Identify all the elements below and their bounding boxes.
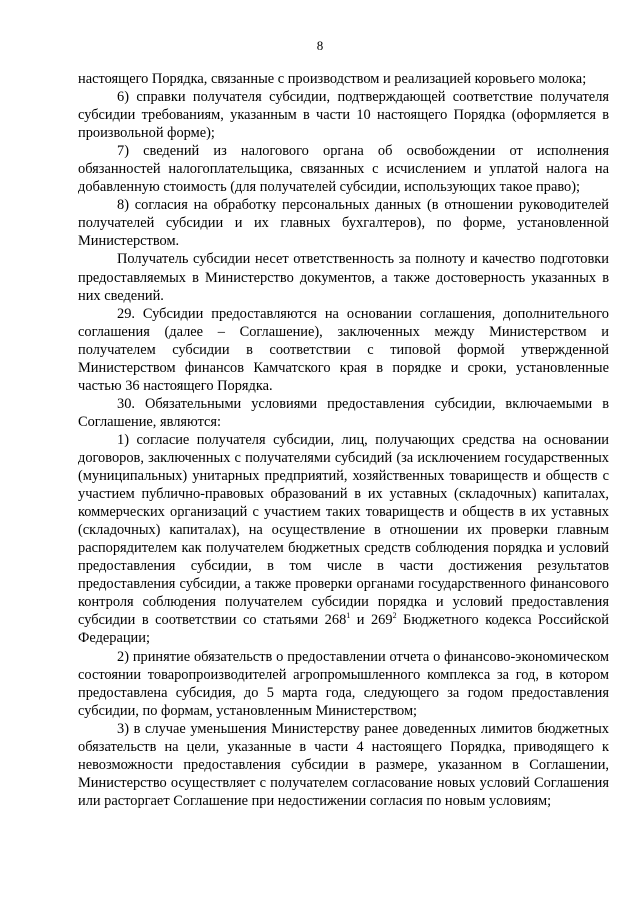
paragraph: 30. Обязательными условиями предоставления субсидии, включаемыми в Соглашение, являются:: [78, 395, 609, 430]
page-number: 8: [316, 38, 324, 53]
paragraph: 8) согласия на обработку персональных данных (в отношении руководителей получателей субсидии и их главных бухгалтеров), по форме, установленной Министерством.: [78, 197, 609, 250]
article-superscript: 2: [392, 611, 397, 621]
paragraph: 6) справки получателя субсидии, подтверждающей соответствие получателя субсидии требованиям, указанным в части 10 настоящего Порядка (оформляется в произвольной форме);: [78, 89, 609, 142]
paragraph-text: 1) согласие получателя субсидии, лиц, получающих средства на основании договоров, заключенных с получателями субсидий (за исключением государственных (муниципальных) унитарных предприятий, хозяйственных товариществ и обществ с участием публично-правовых образований в их уставных (складочных) капиталах, коммерческих организаций с участием таких товариществ и обществ в их уставных (складочных) капиталах), на осуществление в отношении их проверки главным распорядителем как получателем бюджетных средств соблюдения порядка и условий предоставления субсидии, в том числе в части достижения результатов предоставления субсидии, а также проверки органами государственного финансового контроля соблюдения получателем субсидии порядка и условий предоставления субсидии в соответствии со статьями: [78, 431, 609, 629]
paragraph: [78, 431, 609, 648]
paragraph-text: и: [350, 612, 371, 629]
article-superscript: 1: [346, 611, 351, 621]
paragraph: 3) в случае уменьшения Министерству ранее доведенных лимитов бюджетных обязательств на цели, указанные в части 4 настоящего Порядка, приводящего к невозможности предоставления субсидии в размере, указанном в Соглашении, Министерство осуществляет с получателем согласование новых условий Соглашения или расторгает Соглашение при недостижении согласия по новым условиям;: [78, 720, 609, 809]
paragraph: 7) сведений из налогового органа об освобождении от исполнения обязанностей налогоплательщика, связанных с исчислением и уплатой налога на добавленную стоимость (для получателей субсидии, использующих такое право);: [78, 143, 609, 196]
document-body: [78, 70, 609, 810]
article-number: 269: [370, 612, 393, 629]
paragraph: 29. Субсидии предоставляются на основании соглашения, дополнительного соглашения (далее – Соглашение), заключенных между Министерством и получателем субсидии в соответствии с типовой формой утвержденной Министерством финансов Камчатского края в порядке и сроки, установленные частью 36 настоящего Порядка.: [78, 305, 609, 394]
article-number: 268: [324, 612, 347, 629]
paragraph: Получатель субсидии несет ответственность за полноту и качество подготовки предоставляемых в Министерство документов, а также достоверность указанных в них сведений.: [78, 251, 609, 304]
paragraph: 2) принятие обязательств о предоставлении отчета о финансово-экономическом состоянии товаропроизводителей агропромышленного комплекса за год, в котором предоставлена субсидия, до 5 марта года, следующего за годом предоставления субсидии, по формам, установленным Министерством;: [78, 648, 609, 719]
paragraph: настоящего Порядка, связанные с производством и реализацией коровьего молока;: [78, 71, 587, 87]
paragraph-text: Бюджетного кодекса Российской Федерации;: [78, 612, 609, 647]
